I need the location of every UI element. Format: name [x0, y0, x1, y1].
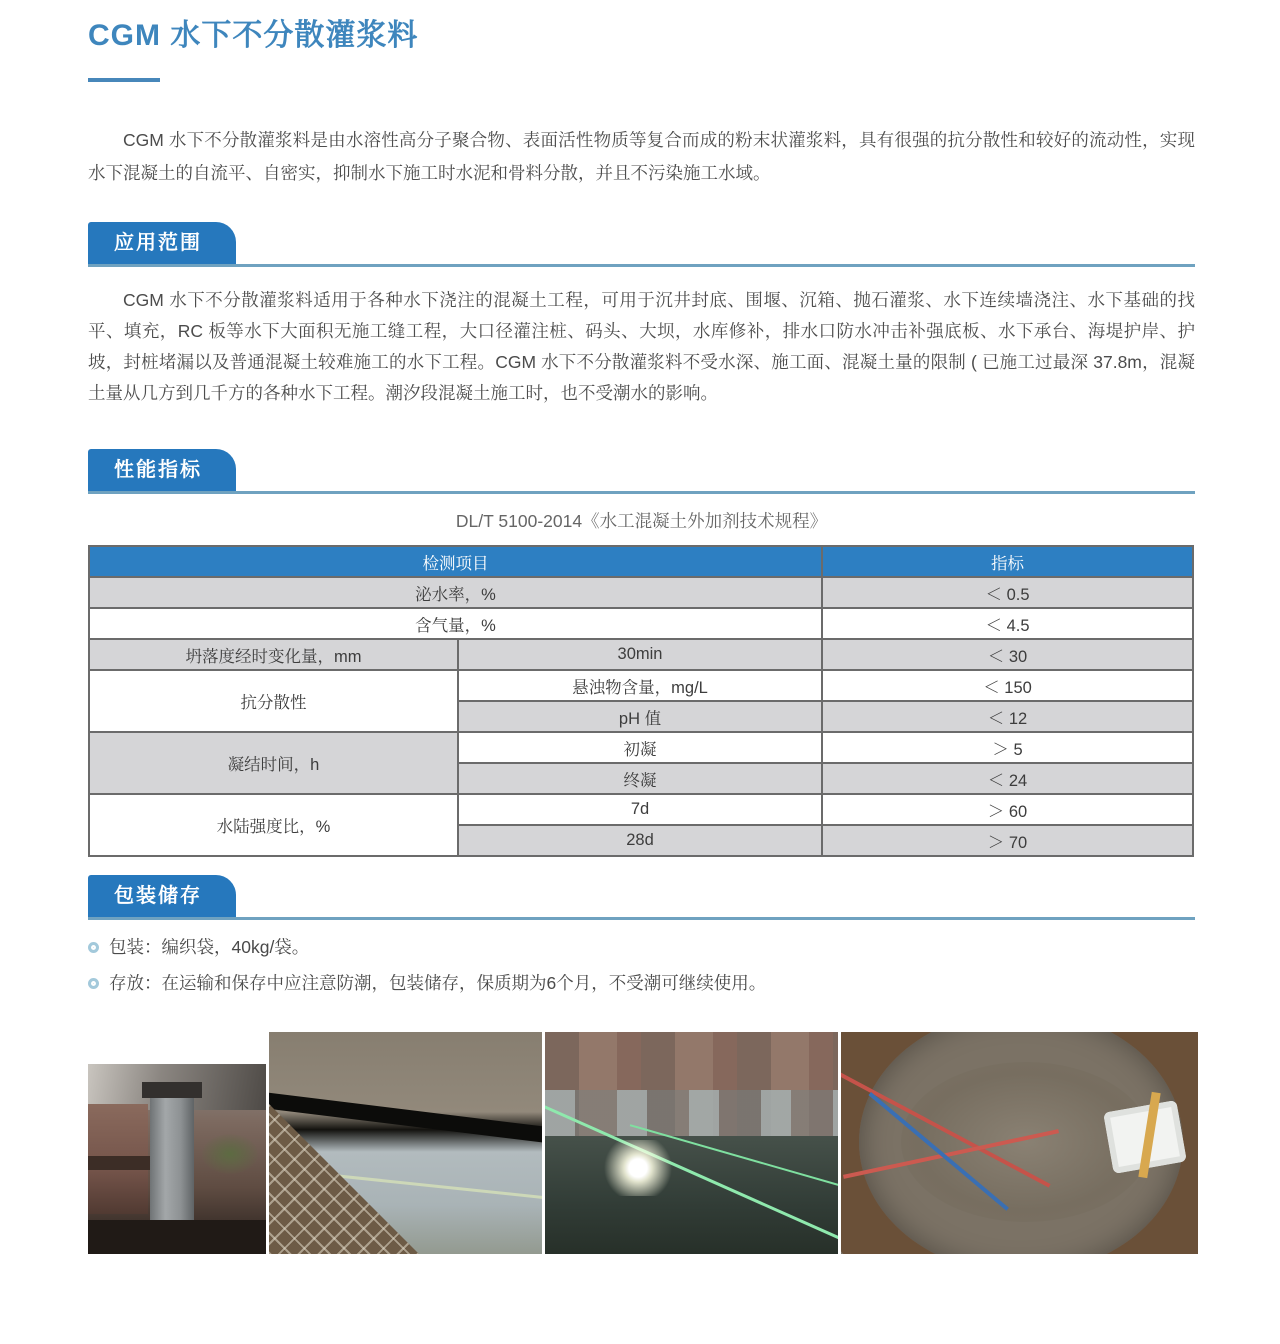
photo-night-laser-underwater-piers	[545, 1032, 838, 1254]
list-item-text: 包装：编织袋，40kg/袋。	[109, 937, 310, 957]
section-header-performance	[88, 449, 1195, 494]
photo-strip	[88, 1032, 1195, 1254]
photo-caisson-mud-cables-topview	[841, 1032, 1198, 1254]
packaging-list	[88, 934, 1195, 996]
performance-table	[88, 545, 1194, 857]
photo-detail	[202, 1134, 258, 1174]
table-row	[89, 608, 1193, 639]
cell-value: ＞ 60	[822, 794, 1193, 825]
photo-detail	[269, 1104, 419, 1254]
cell-value: ＞ 70	[822, 825, 1193, 856]
list-item	[88, 970, 1195, 996]
packaging-section-tab: 包装储存	[88, 875, 236, 917]
cell-item: 坍落度经时变化量，mm	[89, 639, 458, 670]
list-item-text: 存放：在运输和保存中应注意防潮，包装储存，保质期为6个月，不受潮可继续使用。	[109, 973, 767, 993]
ring-bullet-icon	[88, 978, 99, 989]
table-row	[89, 577, 1193, 608]
ring-bullet-icon	[88, 942, 99, 953]
list-item	[88, 934, 1195, 960]
table-header-row	[89, 546, 1193, 577]
intro-paragraph: CGM 水下不分散灌浆料是由水溶性高分子聚合物、表面活性物质等复合而成的粉末状灌浆料，具有很强的抗分散性和较好的流动性，实现水下混凝土的自流平、自密实，抑制水下施工时水泥和骨料分散，并且不污染施工水域。	[88, 130, 1195, 183]
cell-value: ＜ 150	[822, 670, 1193, 701]
photo-pier-steel-collar-closeup	[269, 1032, 542, 1254]
photo-detail	[88, 1220, 266, 1254]
section-header-packaging	[88, 875, 1195, 920]
application-section-tab: 应用范围	[88, 222, 236, 264]
photo-detail	[269, 1092, 542, 1144]
table-row	[89, 639, 1193, 670]
standard-caption: DL/T 5100-2014《水工混凝土外加剂技术规程》	[455, 511, 828, 531]
cell-value: ＜ 4.5	[822, 608, 1193, 639]
cell-group: 水陆强度比，%	[89, 794, 458, 856]
table-row	[89, 670, 1193, 701]
photo-detail	[142, 1082, 202, 1098]
header-cell-item: 检测项目	[89, 546, 822, 577]
section-header-application	[88, 222, 1195, 267]
photo-detail	[603, 1140, 673, 1196]
cell-sub: 终凝	[458, 763, 822, 794]
cell-group: 凝结时间，h	[89, 732, 458, 794]
cell-value: ＜ 24	[822, 763, 1193, 794]
table-row	[89, 732, 1193, 763]
cell-sub: 30min	[458, 639, 822, 670]
cell-sub: 7d	[458, 794, 822, 825]
photo-detail	[88, 1156, 158, 1170]
header-cell-index: 指标	[822, 546, 1193, 577]
cell-sub: pH 值	[458, 701, 822, 732]
photo-detail	[545, 1090, 838, 1136]
cell-item: 泌水率，%	[89, 577, 822, 608]
cell-value: ＜ 0.5	[822, 577, 1193, 608]
cell-sub: 悬浊物含量，mg/L	[458, 670, 822, 701]
application-paragraph: CGM 水下不分散灌浆料适用于各种水下浇注的混凝土工程，可用于沉井封底、围堰、沉箱、抛石灌浆、水下连续墙浇注、水下基础的找平、填充，RC 板等水下大面积无施工缝工程，大口径灌注桩、码头、大坝，水库修补，排水口防水冲击补强底板、水下承台、海堤护岸、护坡，封桩堵漏以及普通混凝土较难施工的水下工程。CGM 水下不分散灌浆料不受水深、施工面、混凝土量的限制 ( 已施工过最深 37.8m，混凝土量从几方到几千方的各种水下工程。潮汐段混凝土施工时，也不受潮水的影响。	[88, 290, 1195, 403]
cell-group: 抗分散性	[89, 670, 458, 732]
cell-value: ＜ 30	[822, 639, 1193, 670]
performance-section-tab: 性能指标	[88, 449, 236, 491]
cell-sub: 28d	[458, 825, 822, 856]
photo-pile-formwork-under-bridge	[88, 1064, 266, 1254]
table-row	[89, 794, 1193, 825]
cell-sub: 初凝	[458, 732, 822, 763]
cell-item: 含气量，%	[89, 608, 822, 639]
page-title: CGM 水下不分散灌浆料	[88, 19, 419, 52]
cell-value: ＜ 12	[822, 701, 1193, 732]
photo-detail	[545, 1136, 838, 1254]
title-underline	[88, 78, 160, 82]
cell-value: ＞ 5	[822, 732, 1193, 763]
